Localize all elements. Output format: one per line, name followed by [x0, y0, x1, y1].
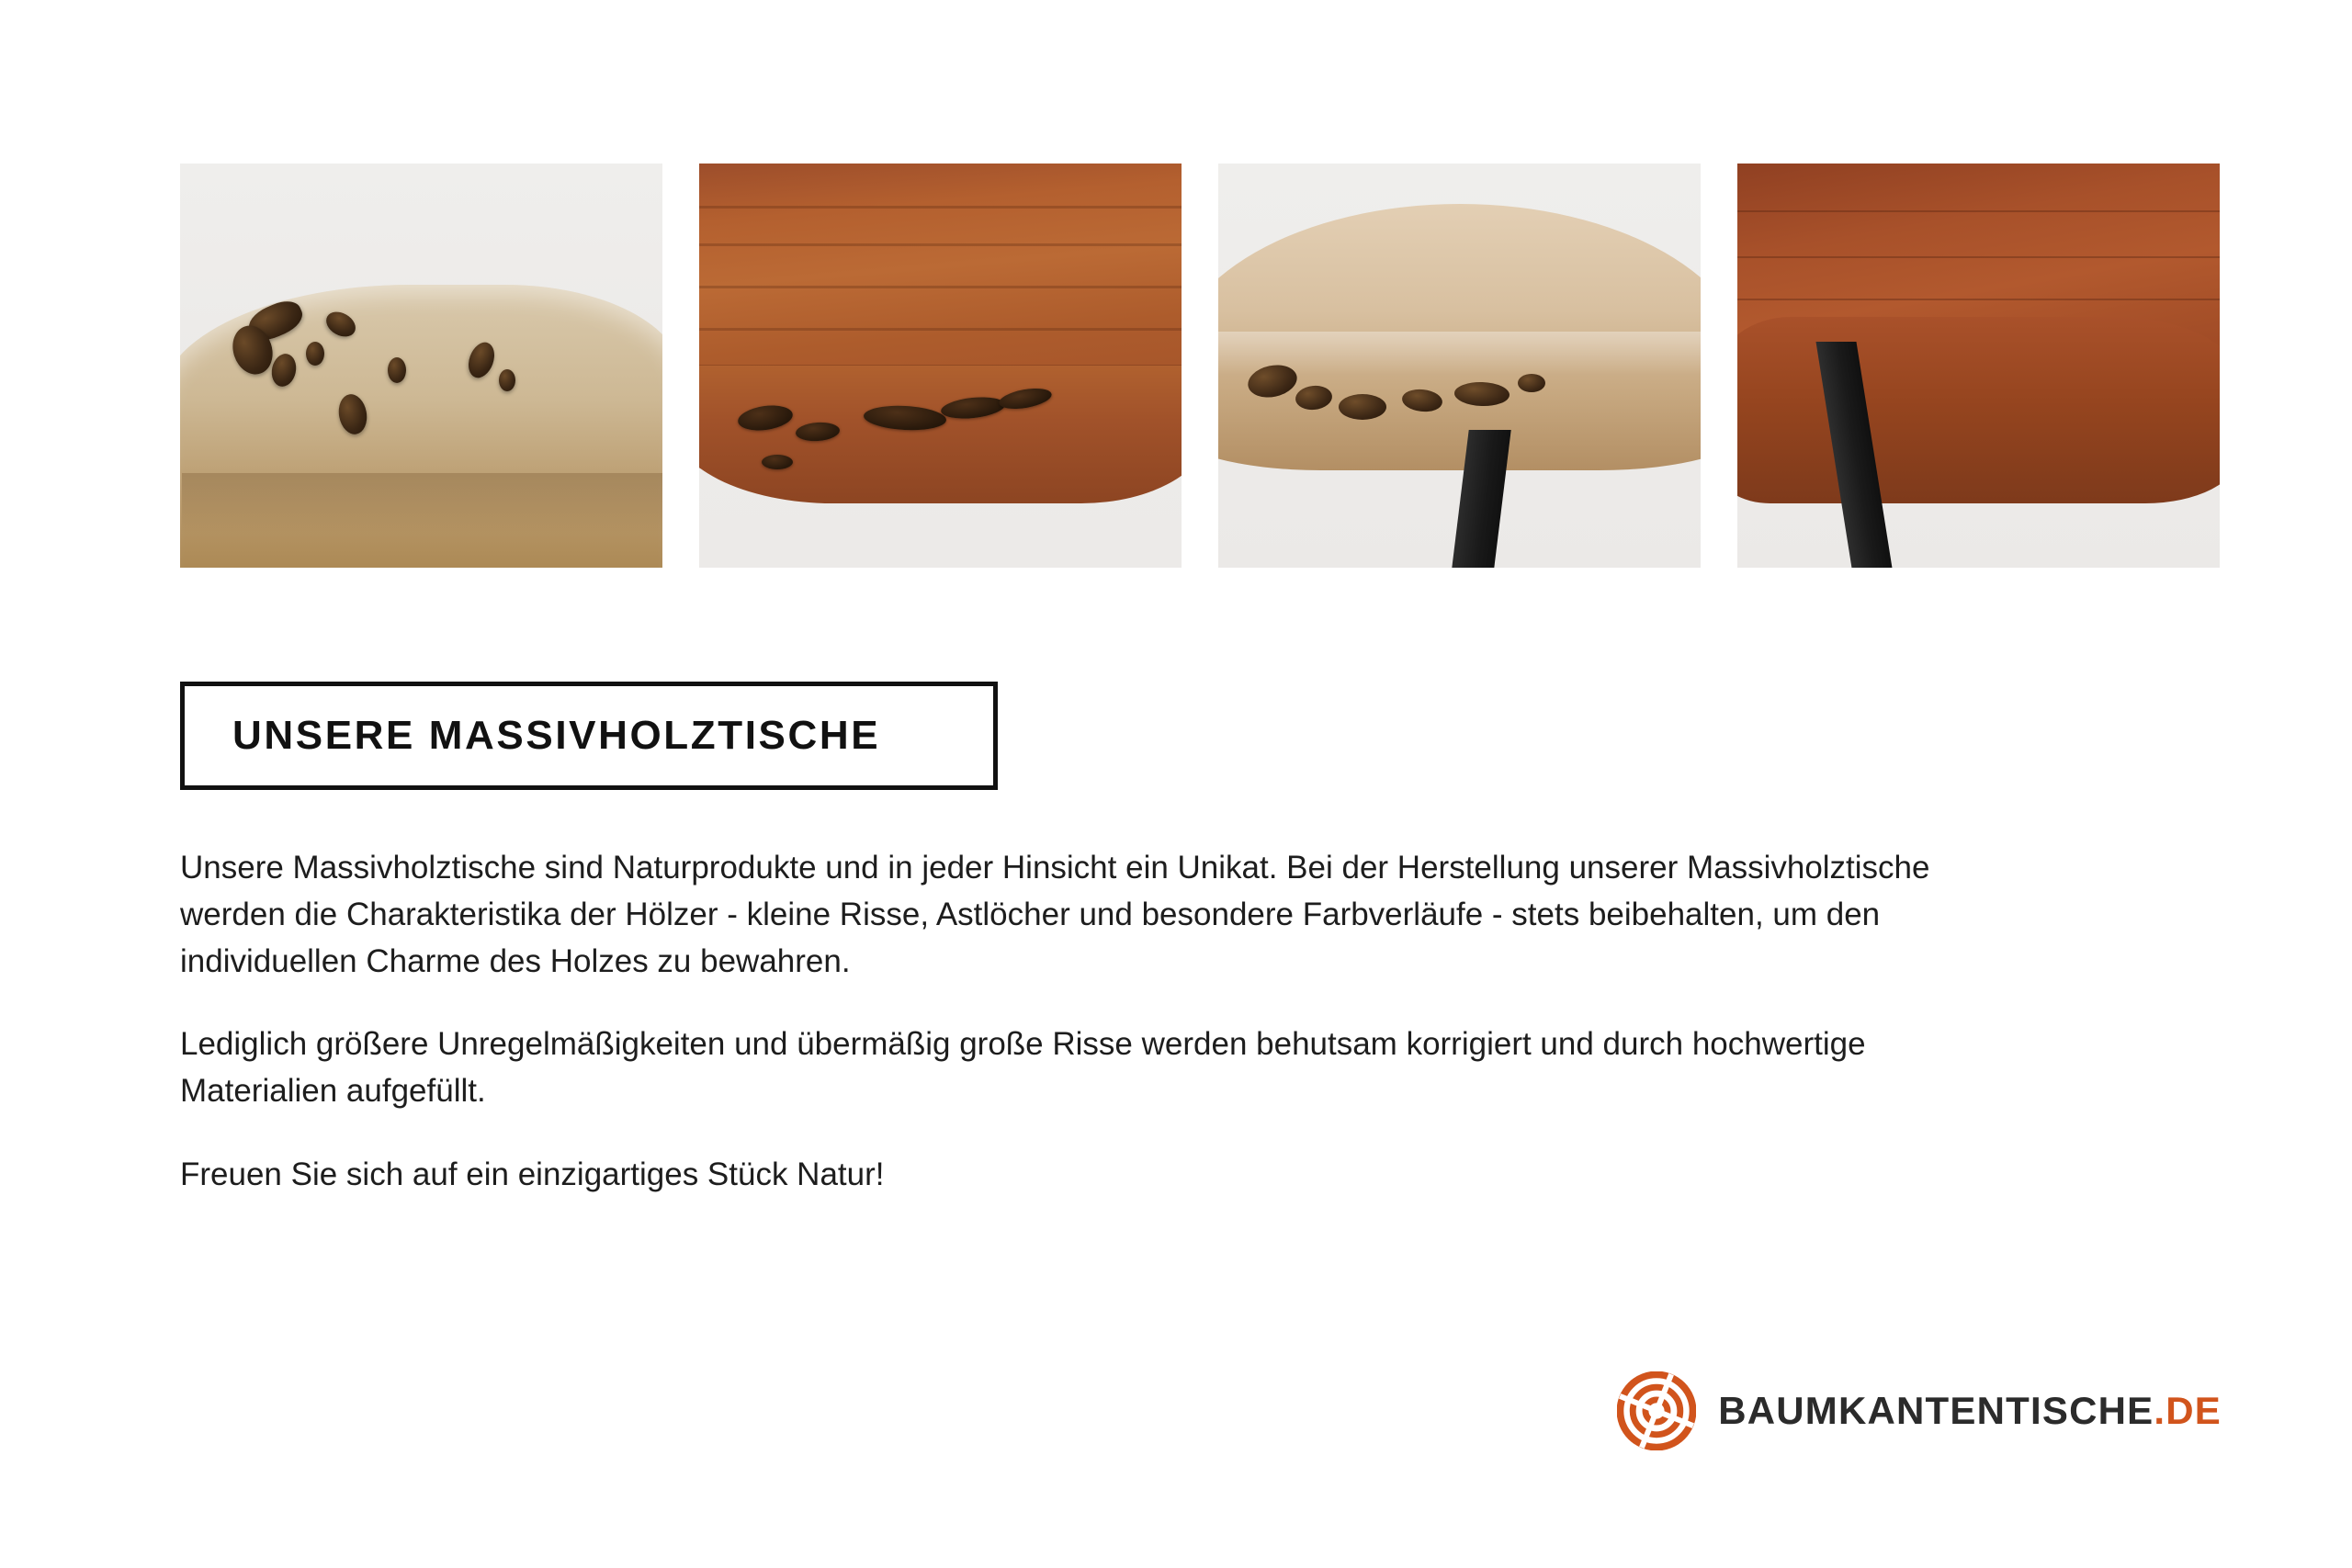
section-heading-box [180, 682, 998, 790]
live-edge-shape [699, 366, 1182, 503]
knot-hole [306, 342, 324, 366]
knot-hole [1339, 394, 1386, 420]
product-image-gallery [180, 164, 2223, 568]
page-title: UNSERE MASSIVHOLZTISCHE [232, 713, 881, 758]
baumkantentische-ring-logo-icon [1617, 1371, 1696, 1450]
table-top-surface [699, 164, 1182, 398]
knot-hole [1518, 374, 1545, 392]
round-table-top [1218, 204, 1701, 470]
knot-hole [499, 369, 515, 391]
paragraph-2: Lediglich größere Unregelmäßigkeiten und übermäßig große Risse werden behutsam korrigiert und durch hochwertige Materialien aufgefüllt. [180, 1026, 1866, 1109]
gallery-image-4 [1737, 164, 2220, 568]
gallery-image-1 [180, 164, 662, 568]
filled-crack [762, 455, 793, 469]
paragraph-3: Freuen Sie sich auf ein einzigartiges Stück Natur! [180, 1156, 885, 1192]
brand-name-text: BAUMKANTENTISCHE [1718, 1389, 2154, 1432]
live-edge-shape [1737, 317, 2220, 502]
gallery-image-2 [699, 164, 1182, 568]
body-text [180, 845, 2027, 1199]
brand-logo [1617, 1371, 2222, 1450]
gallery-image-3 [1218, 164, 1701, 568]
brand-name [1718, 1389, 2222, 1433]
knot-hole [388, 357, 406, 383]
paragraph-1: Unsere Massivholztische sind Naturprodukte und in jeder Hinsicht ein Unikat. Bei der Herstellung unserer Massivholztische werden die Charakteristika der Hölzer - kleine Risse, Astlöcher und besondere Farbverläufe - stets beibehalten, um den individuellen Charme des Holzes zu bewahren. [180, 850, 1930, 979]
brand-tld: .DE [2154, 1389, 2222, 1432]
